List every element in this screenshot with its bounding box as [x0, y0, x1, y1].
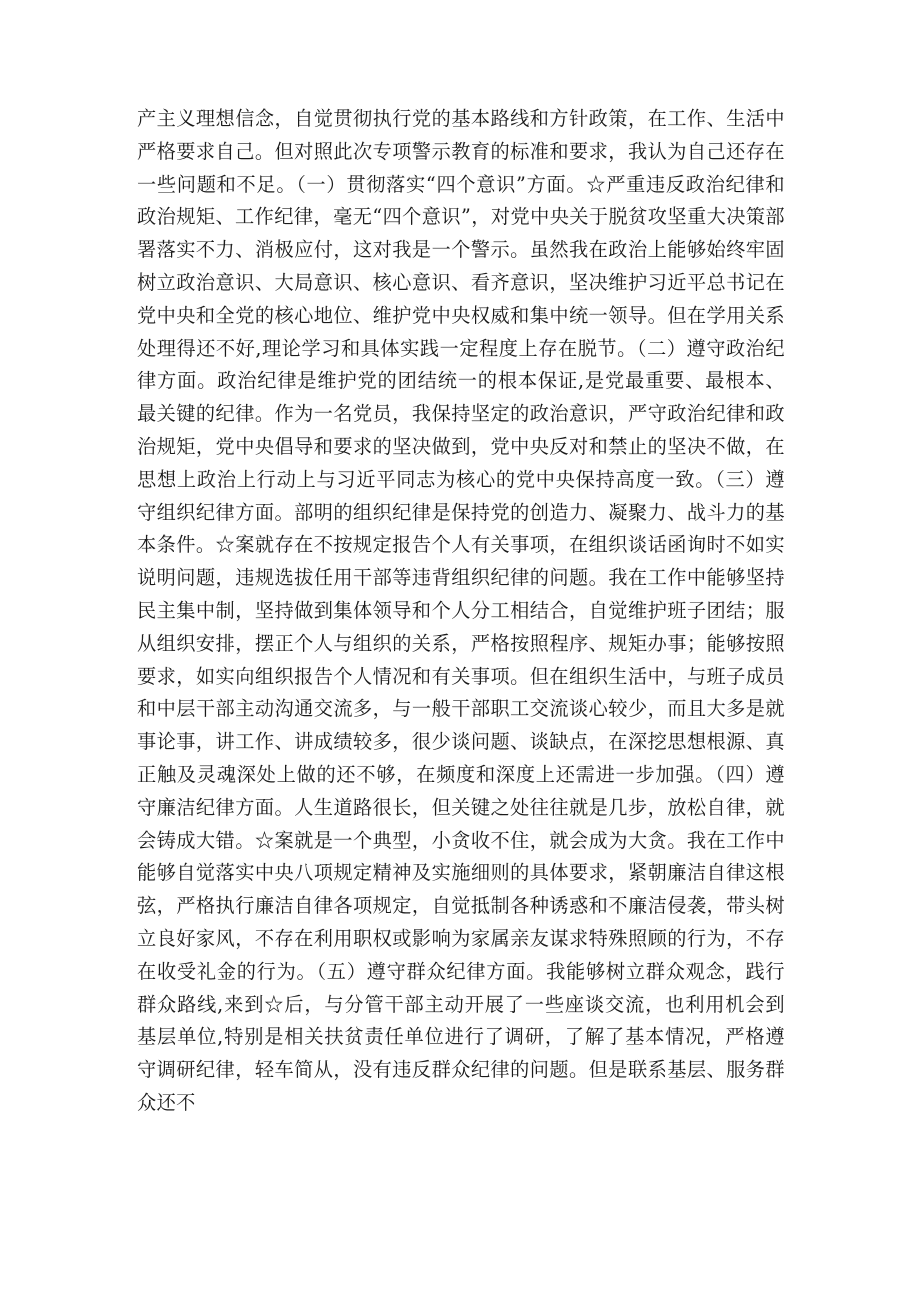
- body-paragraph: 产主义理想信念，自觉贯彻执行党的基本路线和方针政策，在工作、生活中严格要求自己。但对照此次专项警示教育的标准和要求，我认为自己还存在一些问题和不足。（一）贯彻落实“四个意识”方面。☆严重违反政治纪律和政治规矩、工作纪律，毫无“四个意识”，对党中央关于脱贫攻坚重大决策部署落实不力、消极应付，这对我是一个警示。虽然我在政治上能够始终牢固树立政治意识、大局意识、核心意识、看齐意识，坚决维护习近平总书记在党中央和全党的核心地位、维护党中央权威和集中统一领导。但在学用关系处理得还不好,理论学习和具体实践一定程度上存在脱节。（二）遵守政治纪律方面。政治纪律是维护党的团结统一的根本保证,是党最重要、最根本、最关键的纪律。作为一名党员，我保持坚定的政治意识，严守政治纪律和政治规矩，党中央倡导和要求的坚决做到，党中央反对和禁止的坚决不做，在思想上政治上行动上与习近平同志为核心的党中央保持高度一致。（三）遵守组织纪律方面。部明的组织纪律是保持党的创造力、凝聚力、战斗力的基本条件。☆案就存在不按规定报告个人有关事项，在组织谈话函询时不如实说明问题，违规选拔任用干部等违背组织纪律的问题。我在工作中能够坚持民主集中制，坚持做到集体领导和个人分工相结合，自觉维护班子团结；服从组织安排，摆正个人与组织的关系，严格按照程序、规矩办事；能够按照要求，如实向组织报告个人情况和有关事项。但在组织生活中，与班子成员和中层干部主动沟通交流多，与一般干部职工交流谈心较少，而且大多是就事论事，讲工作、讲成绩较多，很少谈问题、谈缺点，在深挖思想根源、真正触及灵魂深处上做的还不够，在频度和深度上还需进一步加强。（四）遵守廉洁纪律方面。人生道路很长，但关键之处往往就是几步，放松自律，就会铸成大错。☆案就是一个典型，小贪收不住，就会成为大贪。我在工作中能够自觉落实中央八项规定精神及实施细则的具体要求，紧朝廉洁自律这根弦，严格执行廉洁自律各项规定，自觉抵制各种诱惑和不廉洁侵袭，带头树立良好家风，不存在利用职权或影响为家属亲友谋求特殊照顾的行为，不存在收受礼金的行为。（五）遵守群众纪律方面。我能够树立群众观念，践行群众路线,来到☆后，与分管干部主动开展了一些座谈交流，也利用机会到基层单位,特别是相关扶贫责任单位进行了调研，了解了基本情况，严格遵守调研纪律，轻车简从，没有违反群众纪律的问题。但是联系基层、服务群众还不: [137, 107, 785, 1114]
